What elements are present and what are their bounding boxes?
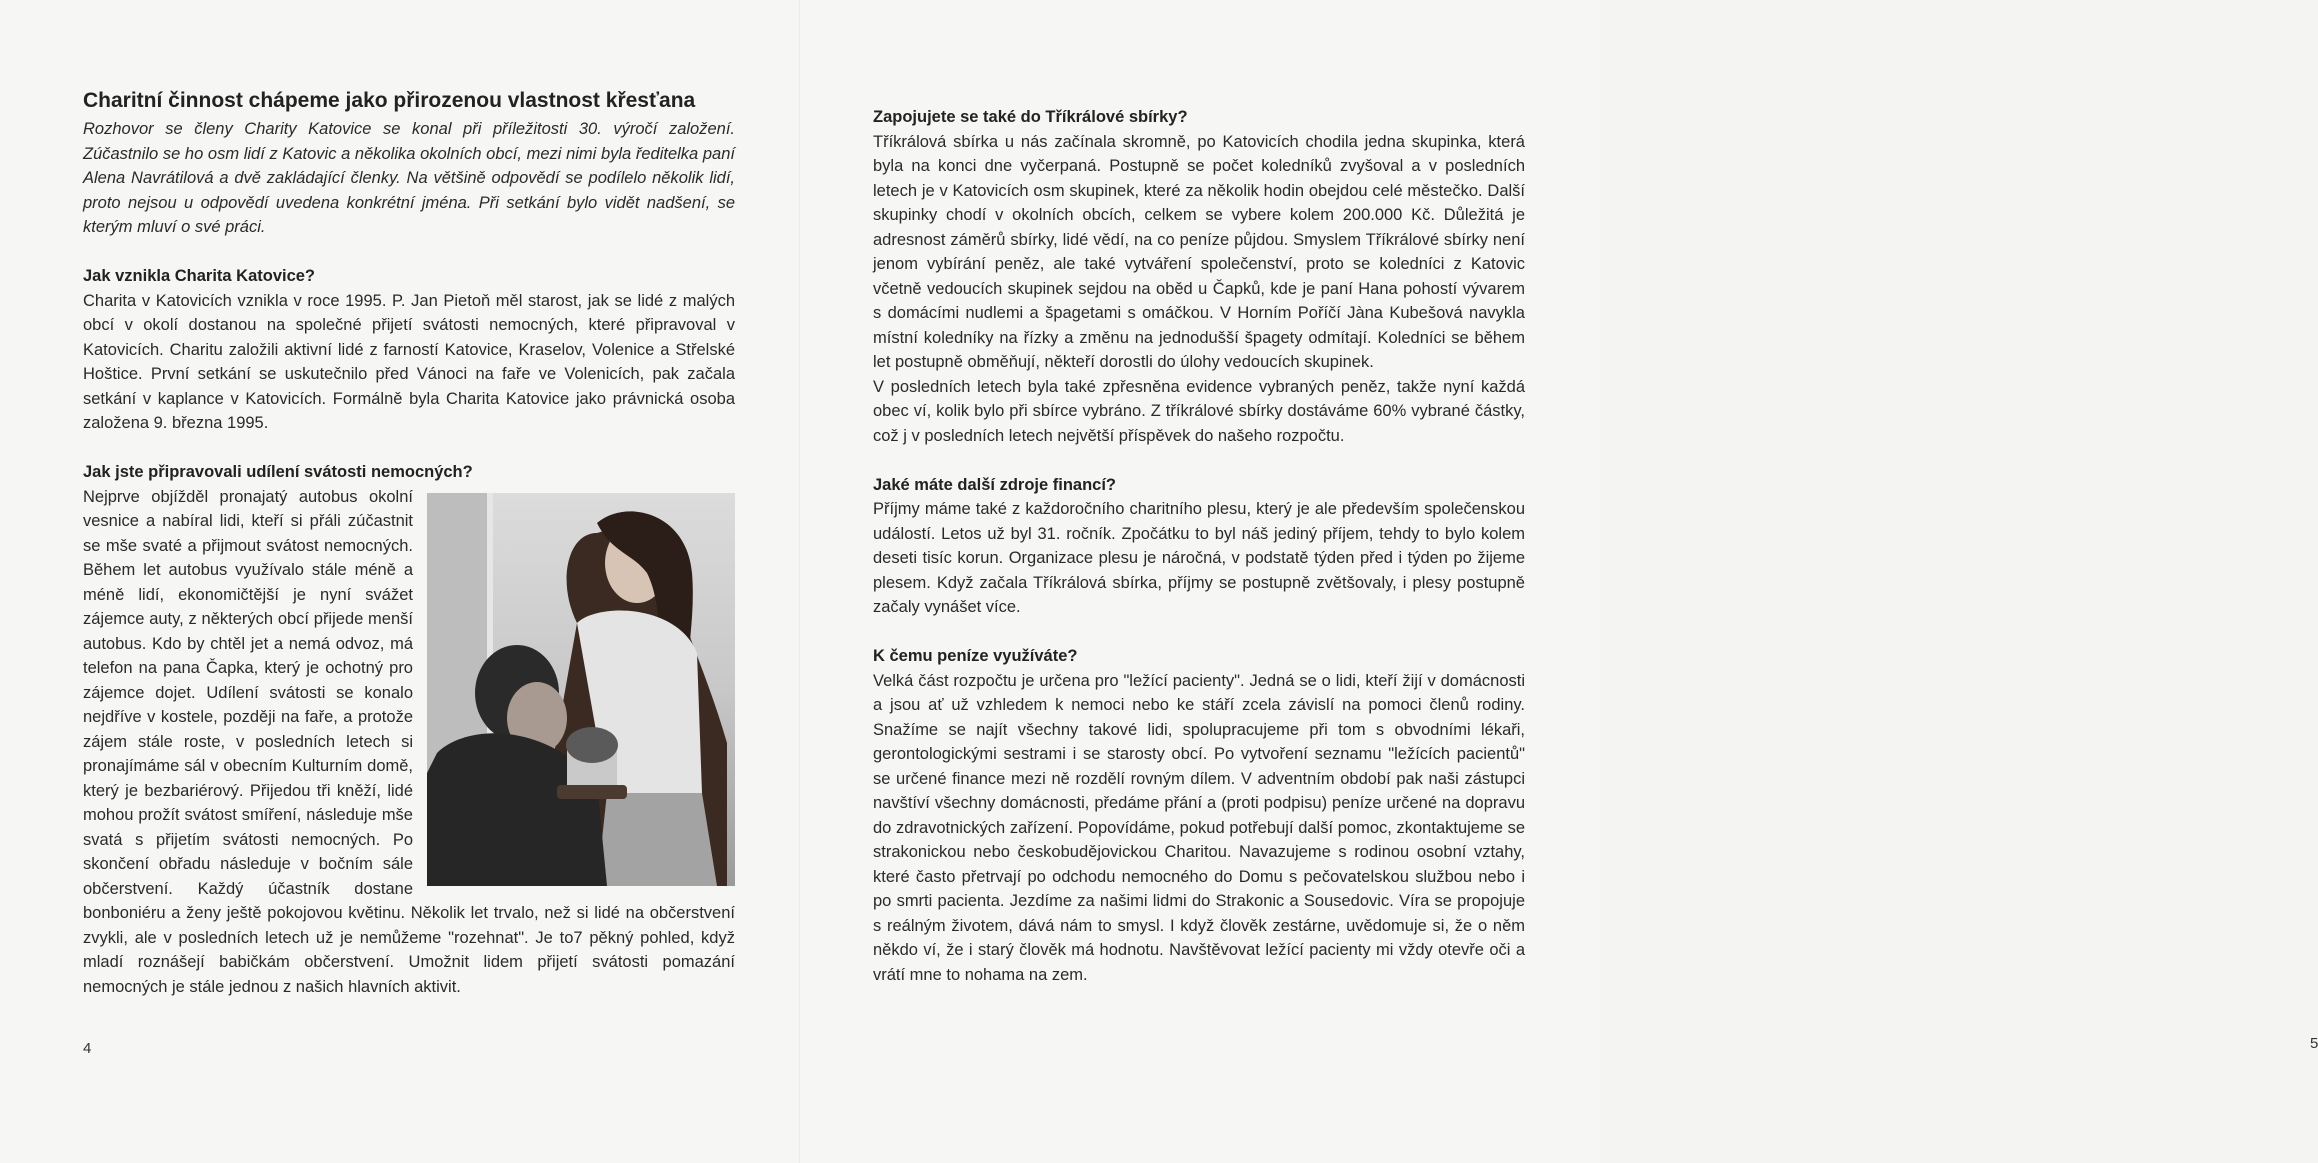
question-heading-sacrament: Jak jste připravovali udílení svátosti nemocných? xyxy=(83,463,473,481)
question-heading-usage: K čemu peníze využíváte? xyxy=(873,647,1078,665)
article-title: Charitní činnost chápeme jako přirozenou vlastnost křesťana xyxy=(83,89,696,112)
photo-woman-giving-flower xyxy=(427,493,735,886)
page-number-right: 5 xyxy=(2310,1035,2318,1052)
answer-collection: Tříkrálová sbírka u nás začínala skromně, po Katovicích chodila jedna skupinka, která byla na konci dne vyčerpaná. Postupně se počet koledníků zvyšoval a v posledních letech je v Katovicích osm skupinek, které za několik hodin obejdou celé městečko. Další skupinky chodí v okolních obcích, celkem se vybere kolem 200.000 Kč. Důležitá je adresnost záměrů sbírky, lidé vědí, na co peníze půjdou. Smyslem Tříkrálové sbírky není jenom vybírání peněz, ale také vytváření společenství, proto se koledníci z Katovic včetně vedoucích skupinek sejdou na oběd u Čapků, kde je paní Hana pohostí vývarem s domácími nudlemi a špagetami s omáčkou. V Horním Poříčí Jàna Kubešová navykla místní koledníky na řízky a změnu na jednodušší špagety odmítají. Koledníci se během let postupně obměňují, někteří dorostli do úlohy vedoucích skupinek. xyxy=(873,132,1525,371)
question-heading-collection: Zapojujete se také do Tříkrálové sbírky? xyxy=(873,108,1188,126)
page-number-left: 4 xyxy=(83,1040,92,1057)
right-column xyxy=(873,105,1525,987)
article-intro: Rozhovor se členy Charity Katovice se konal při příležitosti 30. výročí založení. Zúčastnilo se ho osm lidí z Katovic a několika okolních obcí, mezi nimi byla ředitelka paní Alena Navrátilová a dvě zakládající členky. Na většině odpovědí se podílelo několik lidí, proto nejsou u odpovědí uvedena konkrétní jména. Při setkání bylo vidět nadšení, se kterým mluví o své práci. xyxy=(83,120,735,236)
left-page xyxy=(0,0,800,1163)
answer-founding: Charita v Katovicích vznikla v roce 1995. P. Jan Pietoň měl starost, jak se lidé z malých obcí v okolí dostanou na společné přijetí svátosti nemocných, které připravoval v Katovicích. Charitu založili aktivní lidé z farností Katovice, Kraselov, Volenice a Střelské Hoštice. První setkání se uskutečnilo před Vánoci na faře ve Volenicích, pak začala setkání v kaplance v Katovicích. Formálně byla Charita Katovice jako právnická osoba založena 9. března 1995. xyxy=(83,291,735,432)
answer-sacrament: Nejprve objížděl pronajatý autobus okolní vesnice a nabíral lidi, kteří si přáli zúčastnit se mše svaté a přijmout svátost nemocných. Během let autobus využívalo stále méně a méně lidí, ekonomičtější je nyní svážet zájemce auty, z některých obcí přijede menší autobus. Kdo by chtěl jet a nemá odvoz, má telefon na pana Čapka, který je ochotný pro zájemce dojet. Udílení svátosti se konalo nejdříve v kostele, později na faře, a protože zájem stále roste, v posledních letech si pronajímáme sál v obecním Kulturním domě, který je bezbariérový. Přijedou tři kněží, lidé mohou prožít svátost smíření, následuje mše svatá s přijetím svátosti nemocných. Po skončení obřadu následuje v bočním sále občerstvení. Každý účastník dostane bonboniéru a ženy ještě pokojovou květinu. Několik let trvalo, než si lidé na občerstvení zvykli, ale v posledních letech už je nemůžeme "rozehnat". Je to7 pěkný pohled, když mladí roznášejí babičkám občerstvení. Umožnit lidem přijetí svátosti pomazání nemocných je stále jednou z našich hlavních aktivit. xyxy=(83,487,735,996)
answer-collection-evidence: V posledních letech byla také zpřesněna evidence vybraných peněz, takže nyní každá obec ví, kolik bylo při sbírce vybráno. Z tříkrálové sbírky dostáváme 60% vybrané částky, což j v posledních letech největší příspěvek do našeho rozpočtu. xyxy=(873,377,1525,445)
question-heading-finance: Jaké máte další zdroje financí? xyxy=(873,475,1117,494)
left-column xyxy=(83,88,735,999)
answer-finance: Příjmy máme také z každoročního charitního plesu, který je ale především společenskou událostí. Letos už byl 31. ročník. Zpočátku to byl náš jediný příjem, tehdy to bylo kolem deseti tisíc korun. Organizace plesu je náročná, v podstatě týden před i týden po žijeme plesem. Když začala Tříkrálová sbírka, příjmy se postupně zvětšovaly, i plesy postupně začaly vynášet více. xyxy=(873,500,1525,616)
right-page xyxy=(800,0,2318,1163)
answer-usage: Velká část rozpočtu je určena pro "ležící pacienty". Jedná se o lidi, kteří žijí v domácnosti a jsou ať už vzhledem k nemoci nebo ke stáří zcela závislí na pomoci členů rodiny. Snažíme se najít všechny takové lidi, spolupracujeme při tom s obvodními lékaři, gerontologickými sestrami i se starosty obcí. Po vytvoření seznamu "ležících pacientů" se určené finance mezi ně rozdělí rovným dílem. V adventním období pak naši zástupci navštíví všechny domácnosti, předáme přání a (proti podpisu) peníze určené na dopravu do zdravotnických zařízení. Popovídáme, pokud potřebují další pomoc, zkontaktujeme se strakonickou nebo českobudějovickou Charitou. Navazujeme s rodinou osobní vztahy, které často přetrvají po odchodu nemocného do Domu s pečovatelskou službou nebo i po smrti pacienta. Jezdíme za našimi lidmi do Strakonic a Sousedovic. Víra se propojuje s reálným životem, dává nám to smysl. I když člověk zestárne, uvědomuje si, že o něm někdo ví, že i starý člověk má hodnotu. Navštěvovat ležící pacienty mi vždy otevře oči a vrátí mne to nohama na zem. xyxy=(873,671,1525,984)
photo-illustration xyxy=(427,493,735,886)
question-heading-founding: Jak vznikla Charita Katovice? xyxy=(83,267,316,285)
